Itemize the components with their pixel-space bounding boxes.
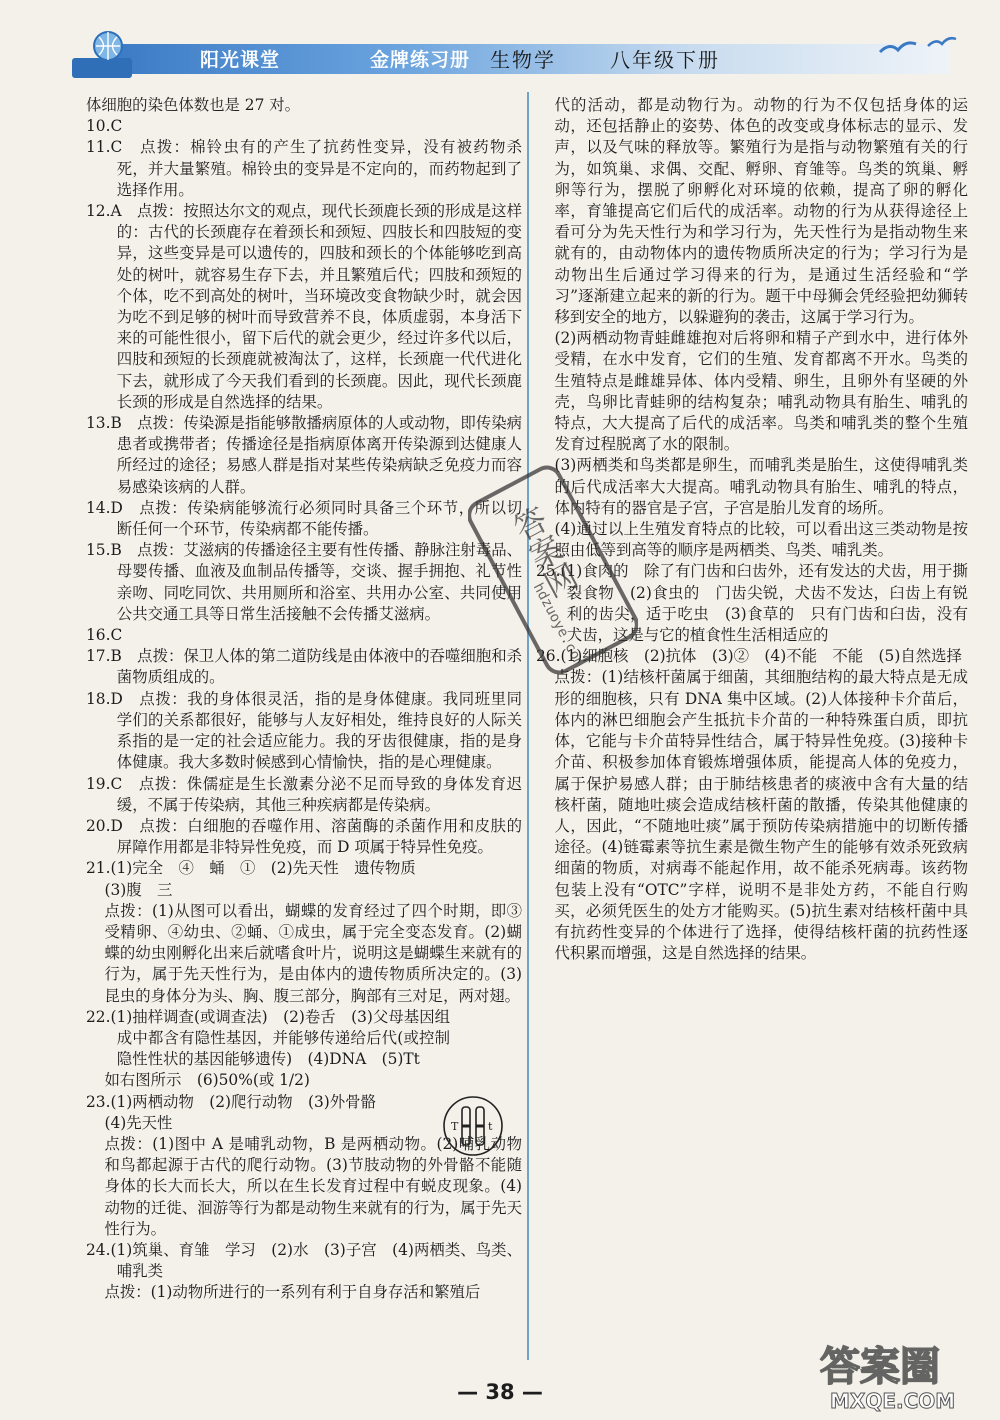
grade-label: 八年级下册 (610, 48, 720, 72)
allele-recessive-label: t (488, 1120, 493, 1133)
answer-24-part2: (2)两栖动物青蛙雌雄抱对后将卵和精子产到水中，进行体外受精，在水中发育，它们的生殖、发育都离不开水。鸟类的生殖特点是雌雄异体、体内受精、卵生，且卵外有坚硬的外壳，鸟卵比青蛙卵的结构复杂；哺乳动物具有胎生、哺乳的特点，大大提高了后代的成活率。鸟类和哺乳类的整个生殖发育过程脱离了水的限制。 (554, 329, 968, 454)
watermark-text: 答案圈 (820, 1344, 940, 1390)
answer-line: 体细胞的染色体数也是 27 对。 (86, 96, 301, 114)
allele-dominant-label: T (451, 1120, 459, 1133)
watermark-url: MXQE.COM (830, 1389, 956, 1413)
chromosome-diagram (442, 1095, 504, 1157)
answer-22: 22.(1)抽样调查(或调查法) (2)卷舌 (3)父母基因组成中都含有隐性基因，并能够传递给后代(或控制隐性性状的基因能够遗传) (4)DNA (5)Tt (86, 1007, 450, 1069)
answer-19: 19.C 点拨：侏儒症是生长激素分泌不足而导致的身体发育迟缓，不属于传染病，其他三种疾病都是传染病。 (86, 774, 522, 814)
answer-24-part4: (4)通过以上生殖发育特点的比较，可以看出这三类动物是按照由低等到高等的顺序是两栖类、鸟类、哺乳类。 (554, 520, 968, 560)
answer-24-hint-cont: 代的活动，都是动物行为。动物的行为不仅包括身体的运动，还包括静止的姿势、体色的改变或身体标志的显示、发声，以及气味的释放等。繁殖行为是指与动物繁殖有关的行为，如筑巢、求偶、交配、孵卵、育雏等。鸟类的筑巢、孵卵等行为，摆脱了卵孵化对环境的依赖，提高了卵的孵化率，育雏提高它们后代的成活率。动物的行为从获得途径上看可分为先天性行为和学习行为，先天性行为是指动物生来就有的，由动物体内的遗传物质所决定的行为；学习行为是动物出生后通过学习得来的行为，是通过生活经验和“学习”逐渐建立起来的新的行为。题干中母狮会凭经验把幼狮转移到安全的地方，以躲避狗的袭击，这属于学习行为。 (554, 96, 968, 327)
column-divider (527, 92, 529, 1360)
answer-23-hint: 点拨：(1)图中 A 是哺乳动物，B 是两栖动物。(2)哺乳动物和鸟都起源于古代的爬行动物。(3)节肢动物的外骨骼不能随身体的长大而长大，所以在生长发育过程中有蜕皮现象。(4)动物的迁徙、洄游等行为都是动物生来就有的行为，属于先天性行为。 (104, 1134, 522, 1238)
answer-13: 13.B 点拨：传染源是指能够散播病原体的人或动物，即传染病患者或携带者；传播途径是指病原体离开传染源到达健康人所经过的途径；易感人群是指对某些传染病缺乏免疫力而容易感染该病的人群。 (86, 414, 522, 496)
stamp-text: 答案网 (504, 501, 583, 604)
answer-stamp-watermark (468, 455, 638, 685)
answer-22-cont: 如右图所示 (6)50%(或 1/2) (104, 1071, 310, 1090)
answer-21: 21.(1)完全 ④ 蛹 ① (2)先天性 遗传物质 (86, 859, 416, 878)
answer-16: 16.C (86, 626, 123, 645)
answer-24: 24.(1)筑巢、育雏 学习 (2)水 (3)子宫 (4)两栖类、鸟类、哺乳类 (86, 1240, 522, 1281)
answer-14: 14.D 点拨：传染病能够流行必须同时具备三个环节，所以切断任何一个环节，传染病都不能传播。 (86, 498, 522, 539)
answer-11: 11.C 点拨：棉铃虫有的产生了抗药性变异，没有被药物杀死，并大量繁殖。棉铃虫的变异是不定向的，而药物起到了选择作用。 (86, 138, 522, 199)
answer-17: 17.B 点拨：保卫人体的第二道防线是由体液中的吞噬细胞和杀菌物质组成的。 (86, 647, 522, 687)
birds-icon (870, 30, 970, 60)
globe-logo-icon (70, 28, 140, 80)
page-number: — 38 — (457, 1380, 543, 1404)
answer-10: 10.C (86, 117, 123, 136)
answer-23-cont: (4)先天性 (104, 1113, 173, 1132)
answer-21-cont: (3)腹 三 (104, 880, 173, 899)
answer-24-hint: 点拨：(1)动物所进行的一系列有利于自身存活和繁殖后 (104, 1283, 481, 1302)
answer-12: 12.A 点拨：按照达尔文的观点，现代长颈鹿长颈的形成是这样的：古代的长颈鹿存在着颈长和颈短、四肢长和四肢短的变异，这些变异是可以遗传的，四肢和颈长的个体能够吃到高处的树叶，就容易生存下去，并且繁殖后代；四肢和颈短的个体，吃不到高处的树叶，当环境改变食物缺少时，就会因为吃不到足够的树叶而导致营养不良，体质虚弱，本身活下来的可能性很小，留下后代的就会更少，经过许多代以后，四肢和颈短的长颈鹿就被淘汰了，这样，长颈鹿一代代进化下去，就形成了今天我们看到的长颈鹿。因此，现代长颈鹿长颈的形成是自然选择的结果。 (86, 202, 522, 411)
series-title: 阳光课堂 (200, 49, 281, 71)
answer-25: 25.(1)食肉的 除了有门齿和臼齿外，还有发达的犬齿，用于撕裂食物 (2)食虫的 门齿尖锐，犬齿不发达，臼齿上有锐利的齿尖，适于吃虫 (3)食草的 只有门齿和臼齿，没有犬齿，这是与它的植食性生活相适应的 (536, 562, 968, 645)
answer-15: 15.B 点拨：艾滋病的传播途径主要有性传播、静脉注射毒品、母婴传播、血液及血制品传播等，交谈、握手拥抱、礼节性亲吻、同吃同饮、共用厕所和浴室、共用办公室、共同使用公共交通工具等日常生活接触不会传播艾滋病。 (86, 541, 522, 623)
page-header (70, 26, 970, 84)
answer-23: 23.(1)两栖动物 (2)爬行动物 (3)外骨骼 (86, 1092, 376, 1111)
stamp-url: hdzuoye.com (529, 580, 588, 670)
answer-20: 20.D 点拨：白细胞的吞噬作用、溶菌酶的杀菌作用和皮肤的屏障作用都是非特异性免疫，而 D 项属于特异性免疫。 (86, 816, 522, 857)
answer-18: 18.D 点拨：我的身体很灵活，指的是身体健康。我同班里同学们的关系都很好，能够与人友好相处，维持良好的人际关系指的是一定的社会适应能力。我的牙齿很健康，指的是身体健康。我大多数时候感到心情愉快，指的是心理健康。 (86, 689, 522, 772)
subject-label: 生物学 (490, 48, 556, 72)
answer-26: 26.(1)细胞核 (2)抗体 (3)② (4)不能 不能 (5)自然选择 (536, 647, 962, 666)
answer-24-part3: (3)两栖类和鸟类都是卵生，而哺乳类是胎生，这使得哺乳类的后代成活率大大提高。哺乳动物具有胎生、哺乳的特点，体内特有的器官是子宫，子宫是胎儿发育的场所。 (554, 456, 968, 517)
book-title: 金牌练习册 (370, 49, 471, 71)
answer-21-hint: 点拨：(1)从图可以看出，蝴蝶的发育经过了四个时期，即③受精卵、④幼虫、②蛹、①成虫，属于完全变态发育。(2)蝴蝶的幼虫刚孵化出来后就嗜食叶片，说明这是蝴蝶生来就有的行为，属于先天性行为，是由体内的遗传物质所决定的。(3)昆虫的身体分为头、胸、腹三部分，胸部有三对足，两对翅。 (104, 901, 522, 1005)
answer-26-hint: 点拨：(1)结核杆菌属于细菌，其细胞结构的最大特点是无成形的细胞核，只有 DNA 集中区域。(2)人体接种卡介苗后，体内的淋巴细胞会产生抵抗卡介苗的一种特殊蛋白质，即抗体，它能与卡介苗特异性结合，属于特异性免疫。(3)接种卡介苗、积极参加体育锻炼增强体质，能提高人体的免疫力，属于保护易感人群；由于肺结核患者的痰液中含有大量的结核杆菌，随地吐痰会造成结核杆菌的散播，传染其他健康的人，因此，“不随地吐痰”属于预防传染病措施中的切断传播途径。(4)链霉素等抗生素是微生物产生的能够有效杀死致病细菌的物质，对病毒不能起作用，故不能杀死病毒。该药物包装上没有“OTC”字样，说明不是非处方药，不能自行购买，必须凭医生的处方才能购买。(5)抗生素对结核杆菌中具有抗药性变异的个体进行了选择，使得结核杆菌的抗药性逐代积累而增强，这是自然选择的结果。 (554, 668, 968, 963)
